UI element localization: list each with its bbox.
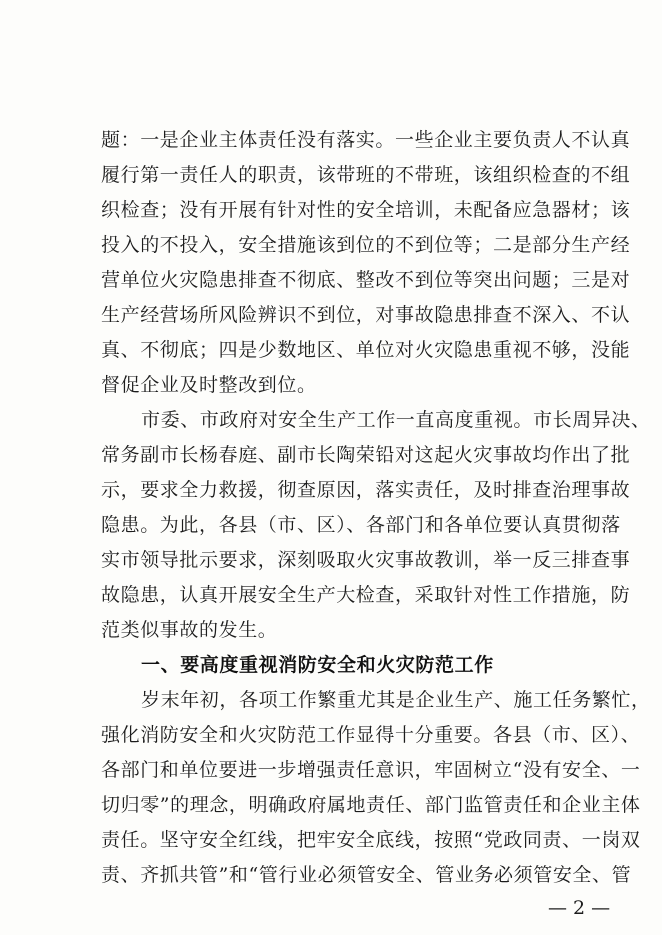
body-text-line: 履行第一责任人的职责，该带班的不带班，该组织检查的不组	[101, 164, 631, 186]
body-text-line: 隐患。为此，各县（市、区）、各部门和各单位要认真贯彻落	[101, 514, 621, 536]
paragraph-start-line: 岁末年初，各项工作繁重尤其是企业生产、施工任务繁忙，	[141, 689, 651, 711]
body-text-line: 责任。坚守安全红线，把牢安全底线，按照“党政同责、一岗双	[101, 829, 641, 851]
body-text-line: 投入的不投入，安全措施该到位的不到位等；二是部分生产经	[101, 234, 631, 256]
body-text-line: 题：一是企业主体责任没有落实。一些企业主要负责人不认真	[101, 129, 631, 151]
body-text-line: 故隐患，认真开展安全生产大检查，采取针对性工作措施，防	[101, 584, 631, 606]
body-text-line: 营单位火灾隐患排查不彻底、整改不到位等突出问题；三是对	[101, 269, 631, 291]
body-text-line: 实市领导批示要求，深刻吸取火灾事故教训，举一反三排查事	[101, 549, 631, 571]
body-text-line: 切归零”的理念，明确政府属地责任、部门监管责任和企业主体	[101, 794, 641, 816]
page-number: — 2 —	[548, 897, 611, 919]
section-heading: 一、要高度重视消防安全和火灾防范工作	[141, 654, 494, 676]
body-text-line: 生产经营场所风险辨识不到位，对事故隐患排查不深入、不认	[101, 304, 631, 326]
body-text-line: 示，要求全力救援，彻查原因，落实责任，及时排查治理事故	[101, 479, 631, 501]
body-text-line: 各部门和单位要进一步增强责任意识，牢固树立“没有安全、一	[101, 759, 641, 781]
body-text-line: 常务副市长杨春庭、副市长陶荣铅对这起火灾事故均作出了批	[101, 444, 631, 466]
body-text-line: 织检查；没有开展有针对性的安全培训，未配备应急器材；该	[101, 199, 631, 221]
body-text-line: 督促企业及时整改到位。	[101, 374, 317, 396]
body-text-line: 范类似事故的发生。	[101, 619, 278, 641]
body-text-line: 责、齐抓共管”和“管行业必须管安全、管业务必须管安全、管	[101, 864, 632, 886]
paragraph-start-line: 市委、市政府对安全生产工作一直高度重视。市长周异决、	[141, 409, 651, 431]
body-text-line: 强化消防安全和火灾防范工作显得十分重要。各县（市、区）、	[101, 724, 641, 746]
body-text-line: 真、不彻底；四是少数地区、单位对火灾隐患重视不够，没能	[101, 339, 631, 361]
